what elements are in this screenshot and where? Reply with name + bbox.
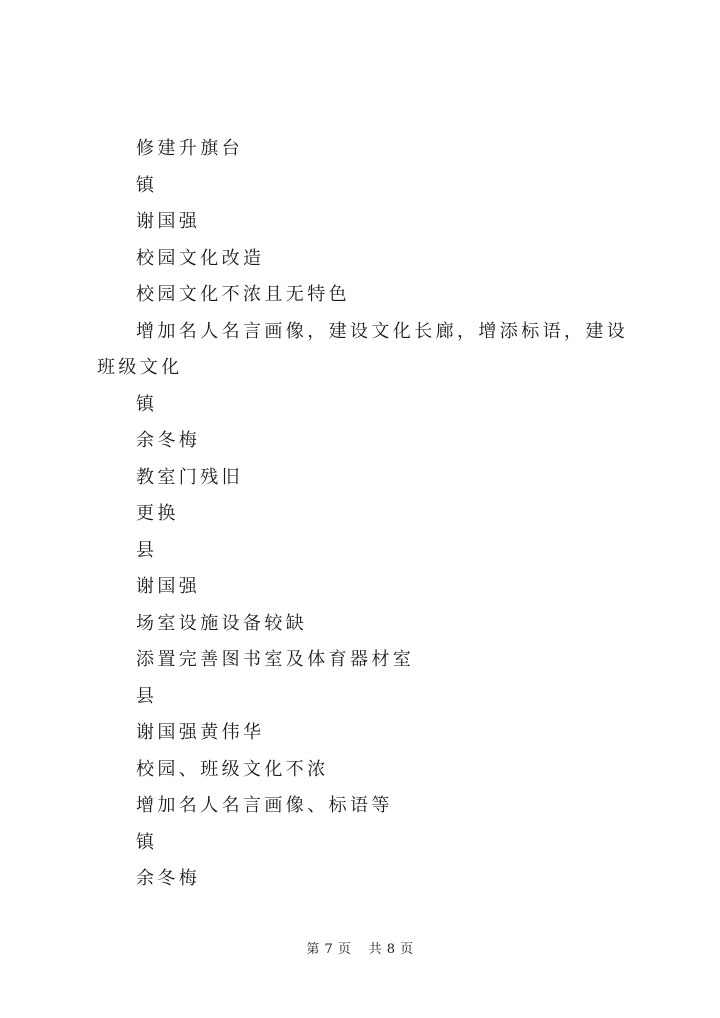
text-line: 校园、班级文化不浓 [136,758,329,780]
text-line: 增加名人名言画像、标语等 [136,795,393,816]
text-line: 县 [136,685,158,707]
page-number-total: 共 8 页 [368,942,414,957]
text-line: 余冬梅 [136,430,201,451]
text-line: 镇 [136,831,158,853]
text-line: 谢国强 [136,576,201,597]
text-line: 场室设施设备较缺 [136,612,308,634]
text-line: 余冬梅 [136,868,201,889]
text-line: 校园文化不浓且无特色 [136,284,350,305]
text-line: 谢国强黄伟华 [136,722,265,743]
text-line: 谢国强 [136,211,201,232]
page-number-current: 第 7 页 [306,942,352,957]
text-line: 修建升旗台 [136,138,243,159]
text-line: 更换 [136,503,179,524]
document-body [97,131,637,898]
text-line: 教室门残旧 [136,466,243,488]
text-line: 添置完善图书室及体育器材室 [136,649,415,670]
text-line: 县 [136,539,158,561]
text-line-wrapped: 增加名人名言画像，建设文化长廊，增添标语，建设班级文化 [97,320,629,378]
text-line: 镇 [136,393,158,415]
page-footer [0,938,720,957]
text-line: 校园文化改造 [136,247,265,269]
text-line: 镇 [136,174,158,196]
